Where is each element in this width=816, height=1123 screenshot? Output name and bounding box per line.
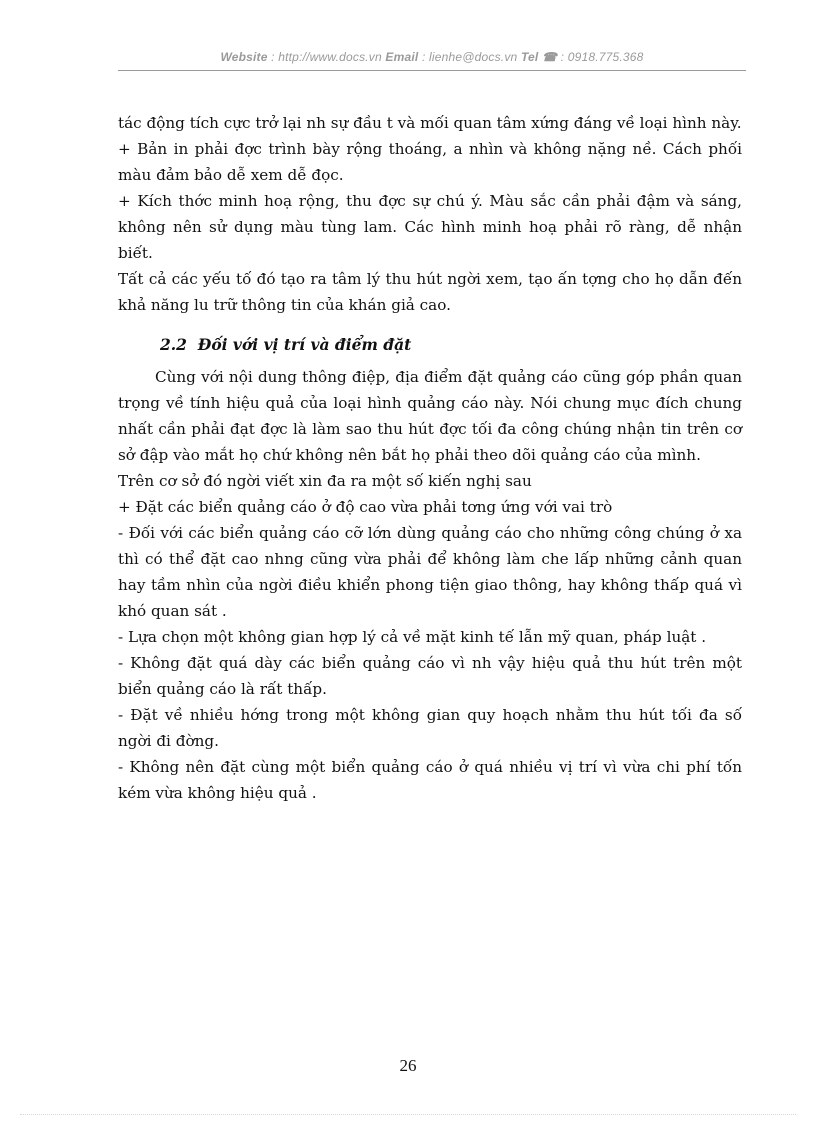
section-number: 2.2 [160,335,187,354]
header-divider [118,70,746,71]
page-number: 26 [399,1056,417,1075]
paragraph: Trên cơ sở đó ngời viết xin đa ra một số kiến nghị sau [118,472,532,490]
paragraph: Tất cả các yếu tố đó tạo ra tâm lý thu hút ngời xem, tạo ấn tợng cho họ dẫn đến khả năng lu trữ thông tin của khán giả cao. [118,270,742,314]
header-website-label: Website [220,50,268,64]
header-website-value: : http://www.docs.vn [267,50,386,64]
header-email-label: Email [385,50,419,64]
bottom-divider [20,1114,796,1115]
section-heading [160,332,742,358]
paragraph: + Đặt các biển quảng cáo ở độ cao vừa phải tơng ứng với vai trò [118,498,613,516]
header-tel-value: : 0918.775.368 [557,50,644,64]
paragraph: tác động tích cực trở lại nh sự đầu t và mối quan tâm xứng đáng về loại hình này. [118,114,742,132]
paragraph: - Không nên đặt cùng một biển quảng cáo ở quá nhiều vị trí vì vừa chi phí tốn kém vừa không hiệu quả . [118,758,742,802]
paragraph: - Không đặt quá dày các biển quảng cáo vì nh vậy hiệu quả thu hút trên một biển quảng cáo là rất thấp. [118,654,742,698]
paragraph: + Kích thớc minh hoạ rộng, thu đợc sự chú ý. Màu sắc cần phải đậm và sáng, không nên sử dụng màu tùng lam. Các hình minh hoạ phải rõ ràng, dễ nhận biết. [118,192,742,262]
paragraph: Cùng với nội dung thông điệp, địa điểm đặt quảng cáo cũng góp phần quan trọng về tính hiệu quả của loại hình quảng cáo này. Nói chung mục đích chung nhất cần phải đạt đợc là làm sao thu hút đợc tối đa công chúng nhận tin trên cơ sở đập vào mắt họ chứ không nên bắt họ phải theo dõi quảng cáo của mình. [118,368,742,464]
document-body [118,110,742,806]
paragraph: - Đối với các biển quảng cáo cỡ lớn dùng quảng cáo cho những công chúng ở xa thì có thể đặt cao nhng cũng vừa phải để không làm che lấp những cảnh quan hay tầm nhìn của ngời điều khiển phong tiện giao thông, hay không thấp quá vì khó quan sát . [118,524,742,620]
paragraph: - Đặt về nhiều hớng trong một không gian quy hoạch nhằm thu hút tối đa số ngời đi đờng. [118,706,742,750]
page-header [118,50,746,64]
header-email-value: : lienhe@docs.vn [418,50,521,64]
header-tel-label: Tel ☎ [520,50,558,64]
section-title: Đối với vị trí và điểm đặt [197,335,412,354]
paragraph: - Lựa chọn một không gian hợp lý cả về mặt kinh tế lẫn mỹ quan, pháp luật . [118,628,707,646]
paragraph: + Bản in phải đợc trình bày rộng thoáng, a nhìn và không nặng nề. Cách phối màu đảm bảo dễ xem dễ đọc. [118,140,742,184]
